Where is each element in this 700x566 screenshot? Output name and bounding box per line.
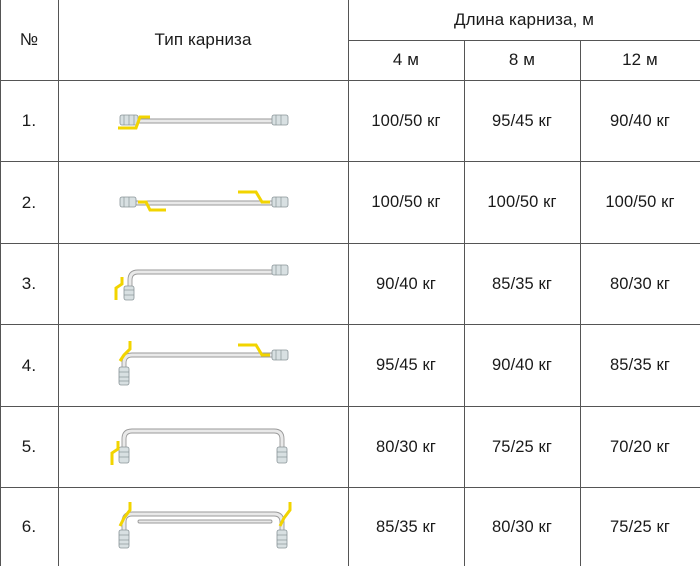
- value-cell: 100/50 кг: [605, 193, 675, 211]
- value-cell: 70/20 кг: [610, 437, 670, 456]
- row-number: 3.: [21, 274, 37, 293]
- u-shaped-double-rod-icon: [58, 488, 348, 566]
- number-header: №: [19, 30, 39, 49]
- value-cell: 80/30 кг: [492, 517, 552, 536]
- value-cell: 90/40 кг: [610, 111, 670, 130]
- straight-rod-one-side-bracket-icon: [58, 81, 348, 161]
- value-cell: 85/35 кг: [610, 356, 670, 374]
- value-cell: 75/25 кг: [610, 517, 670, 536]
- u-shaped-rod-icon: [58, 407, 348, 487]
- value-cell: 100/50 кг: [371, 193, 441, 211]
- type-header: Тип карниза: [154, 30, 252, 49]
- length-header: Длина карниза, м: [453, 10, 595, 29]
- value-cell: 100/50 кг: [371, 111, 441, 130]
- value-cell: 90/40 кг: [492, 356, 552, 374]
- value-cell: 100/50 кг: [487, 193, 557, 211]
- row-number: 1.: [21, 111, 37, 130]
- l-shaped-rod-one-bend-icon: [58, 244, 348, 324]
- value-cell: 80/30 кг: [376, 437, 436, 456]
- length-4m-header: 4 м: [392, 50, 420, 69]
- row-number: 2.: [21, 192, 37, 212]
- value-cell: 90/40 кг: [376, 274, 436, 293]
- length-8m-header: 8 м: [508, 50, 536, 69]
- row-number: 5.: [21, 437, 37, 456]
- value-cell: 85/35 кг: [492, 274, 552, 293]
- length-12m-header: 12 м: [622, 50, 658, 69]
- value-cell: 95/45 кг: [376, 356, 436, 374]
- value-cell: 75/25 кг: [492, 437, 552, 456]
- straight-rod-two-brackets-icon: [58, 162, 348, 243]
- value-cell: 80/30 кг: [610, 274, 670, 293]
- value-cell: 85/35 кг: [376, 517, 436, 536]
- row-number: 6.: [21, 517, 37, 536]
- l-shaped-rod-with-end-bracket-icon: [58, 325, 348, 406]
- value-cell: 95/45 кг: [492, 111, 552, 130]
- row-number: 4.: [21, 355, 37, 375]
